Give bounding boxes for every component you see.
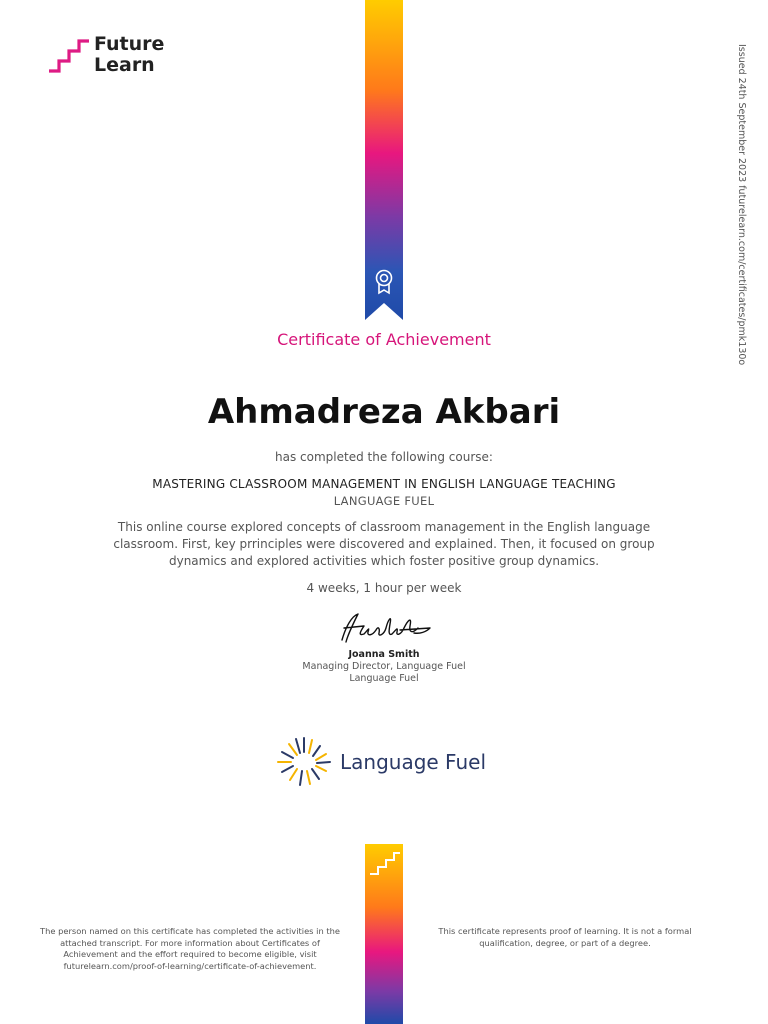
completed-line: has completed the following course: [275, 450, 493, 464]
signature-image [334, 606, 434, 648]
issue-info-text: Issued 24th September 2023 futurelearn.com/certificates/pmk130o [736, 44, 747, 366]
signatory-name: Joanna Smith [348, 649, 420, 660]
learner-name: Ahmadreza Akbari [207, 392, 561, 432]
course-description: This online course explored concepts of classroom management in the English language classroom. First, key prrinciples were discovered and explained. Then, it focused on group dynamics and explored activities which foster positive group dynamics. [113, 520, 655, 568]
footer-right-note: This certificate represents proof of learning. It is not a formal qualification, degree, or part of a degree. [438, 926, 692, 948]
logo-line-1: Future [94, 33, 165, 55]
stairs-icon [48, 34, 90, 74]
certificate-title: Certificate of Achievement [277, 330, 491, 349]
course-duration: 4 weeks, 1 hour per week [306, 581, 462, 595]
starburst-icon [274, 734, 334, 790]
bottom-ribbon [365, 844, 403, 1024]
logo-text [94, 34, 164, 76]
footer-left-note: The person named on this certificate has completed the activities in the attached transcript. For more information about Certificates of Achievement and the effort required to become eligible, visit futurelearn.com/proof-of-learning/certificate-of-achievement. [40, 926, 340, 971]
top-ribbon [365, 0, 403, 320]
signatory-role: Managing Director, Language Fuel [302, 661, 466, 672]
futurelearn-logo [48, 34, 178, 78]
issue-info [736, 44, 747, 366]
partner-logo [274, 734, 504, 790]
course-provider: LANGUAGE FUEL [333, 494, 435, 508]
course-name: MASTERING CLASSROOM MANAGEMENT IN ENGLISH LANGUAGE TEACHING [152, 477, 616, 491]
logo-line-2: Learn [94, 54, 155, 76]
partner-name: Language Fuel [340, 750, 487, 774]
signatory-organization: Language Fuel [349, 673, 419, 684]
